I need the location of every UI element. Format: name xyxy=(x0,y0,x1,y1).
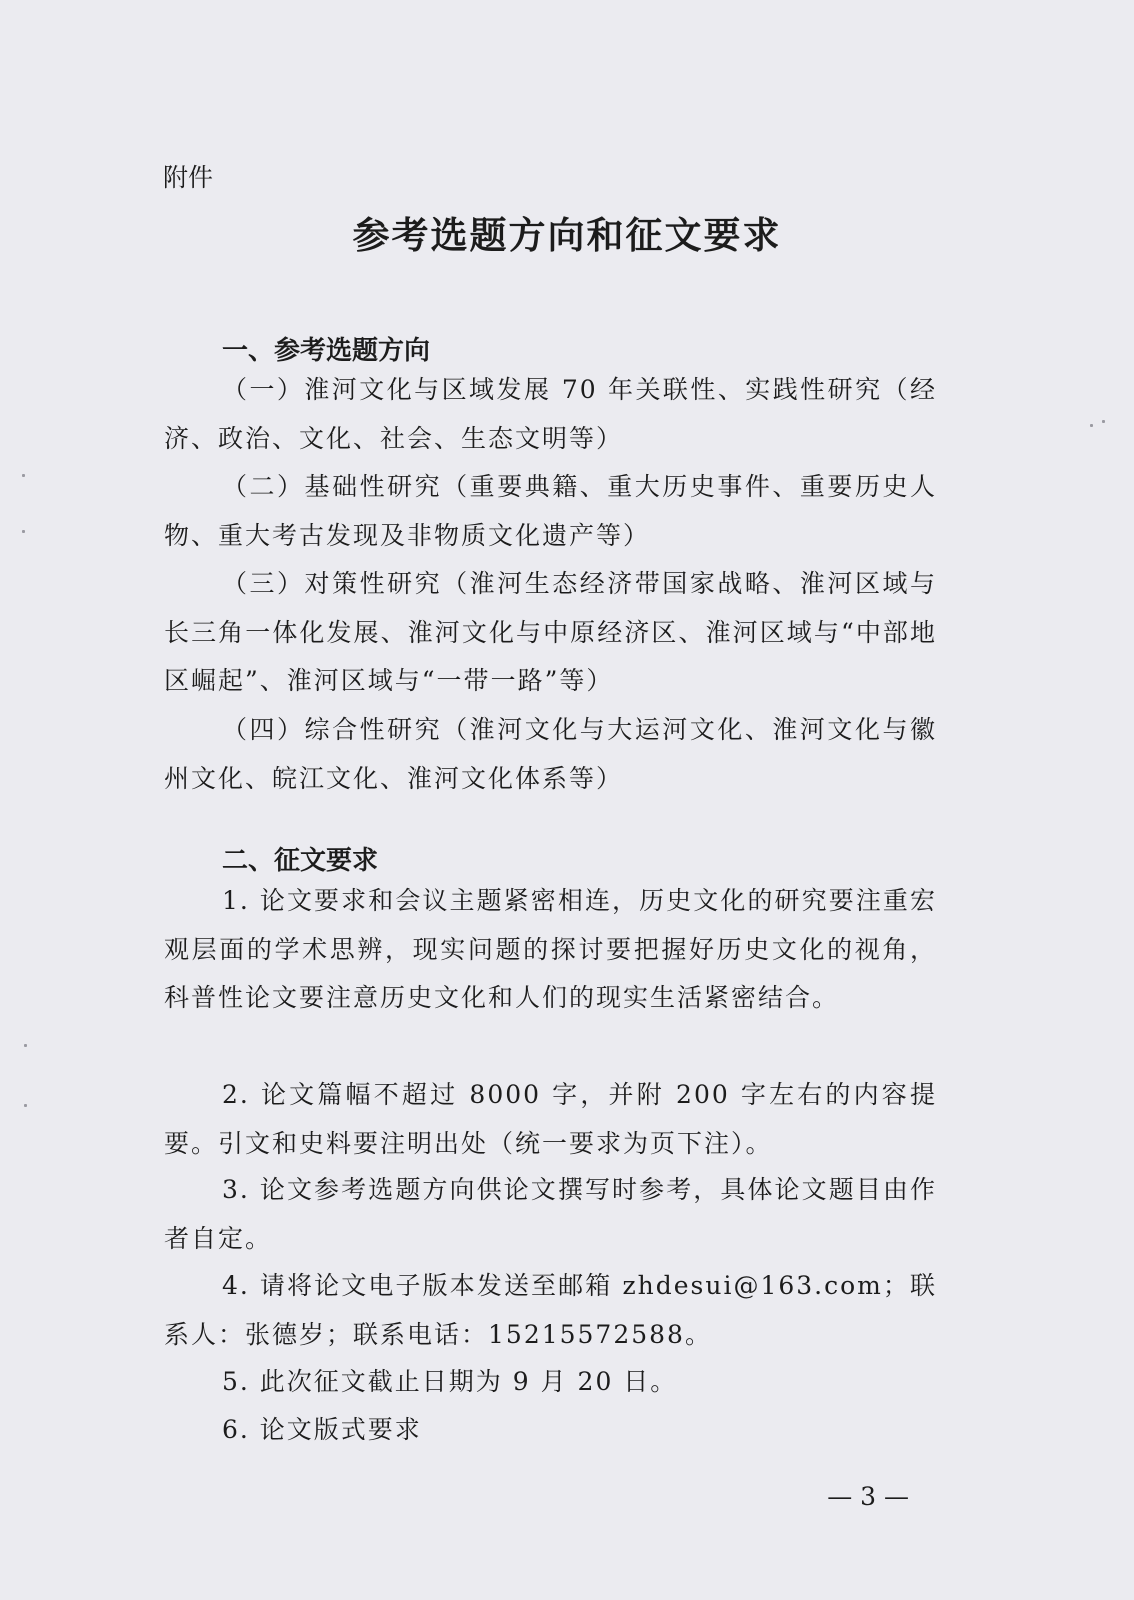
section-1-item-4: （四）综合性研究（淮河文化与大运河文化、淮河文化与徽州文化、皖江文化、淮河文化体系等） xyxy=(164,715,937,793)
scan-speck xyxy=(1090,424,1093,427)
page-title: 参考选题方向和征文要求 xyxy=(352,214,782,257)
section-2-item-5: 5. 此次征文截止日期为 9 月 20 日。 xyxy=(222,1367,678,1396)
section-1-item-3: （三）对策性研究（淮河生态经济带国家战略、淮河区域与长三角一体化发展、淮河文化与中原经济区、淮河区域与“中部地区崛起”、淮河区域与“一带一路”等） xyxy=(164,569,937,695)
scan-speck xyxy=(1102,420,1105,423)
section-2-item-1: 1. 论文要求和会议主题紧密相连，历史文化的研究要注重宏观层面的学术思辨，现实问题的探讨要把握好历史文化的视角，科普性论文要注意历史文化和人们的现实生活紧密结合。 xyxy=(164,886,937,1012)
section-2-heading: 二、征文要求 xyxy=(222,846,379,876)
section-2-item-6: 6. 论文版式要求 xyxy=(222,1415,422,1444)
section-1-item-1: （一）淮河文化与区域发展 70 年关联性、实践性研究（经济、政治、文化、社会、生态文明等） xyxy=(164,375,937,453)
section-2-item-2: 2. 论文篇幅不超过 8000 字，并附 200 字左右的内容提要。引文和史料要注明出处（统一要求为页下注）。 xyxy=(164,1080,937,1158)
scan-speck xyxy=(24,1104,27,1107)
scan-speck xyxy=(22,530,25,533)
scan-speck xyxy=(22,474,25,477)
attachment-label: 附件 xyxy=(163,163,214,192)
section-2-item-3: 3. 论文参考选题方向供论文撰写时参考，具体论文题目由作者自定。 xyxy=(164,1175,937,1253)
section-2-item-4: 4. 请将论文电子版本发送至邮箱 zhdesui@163.com；联系人：张德岁；联系电话：15215572588。 xyxy=(164,1271,937,1349)
section-1-heading: 一、参考选题方向 xyxy=(222,336,431,366)
page-number: — 3 — xyxy=(827,1482,909,1511)
scan-speck xyxy=(24,1044,27,1047)
section-1-item-2: （二）基础性研究（重要典籍、重大历史事件、重要历史人物、重大考古发现及非物质文化遗产等） xyxy=(164,472,937,550)
